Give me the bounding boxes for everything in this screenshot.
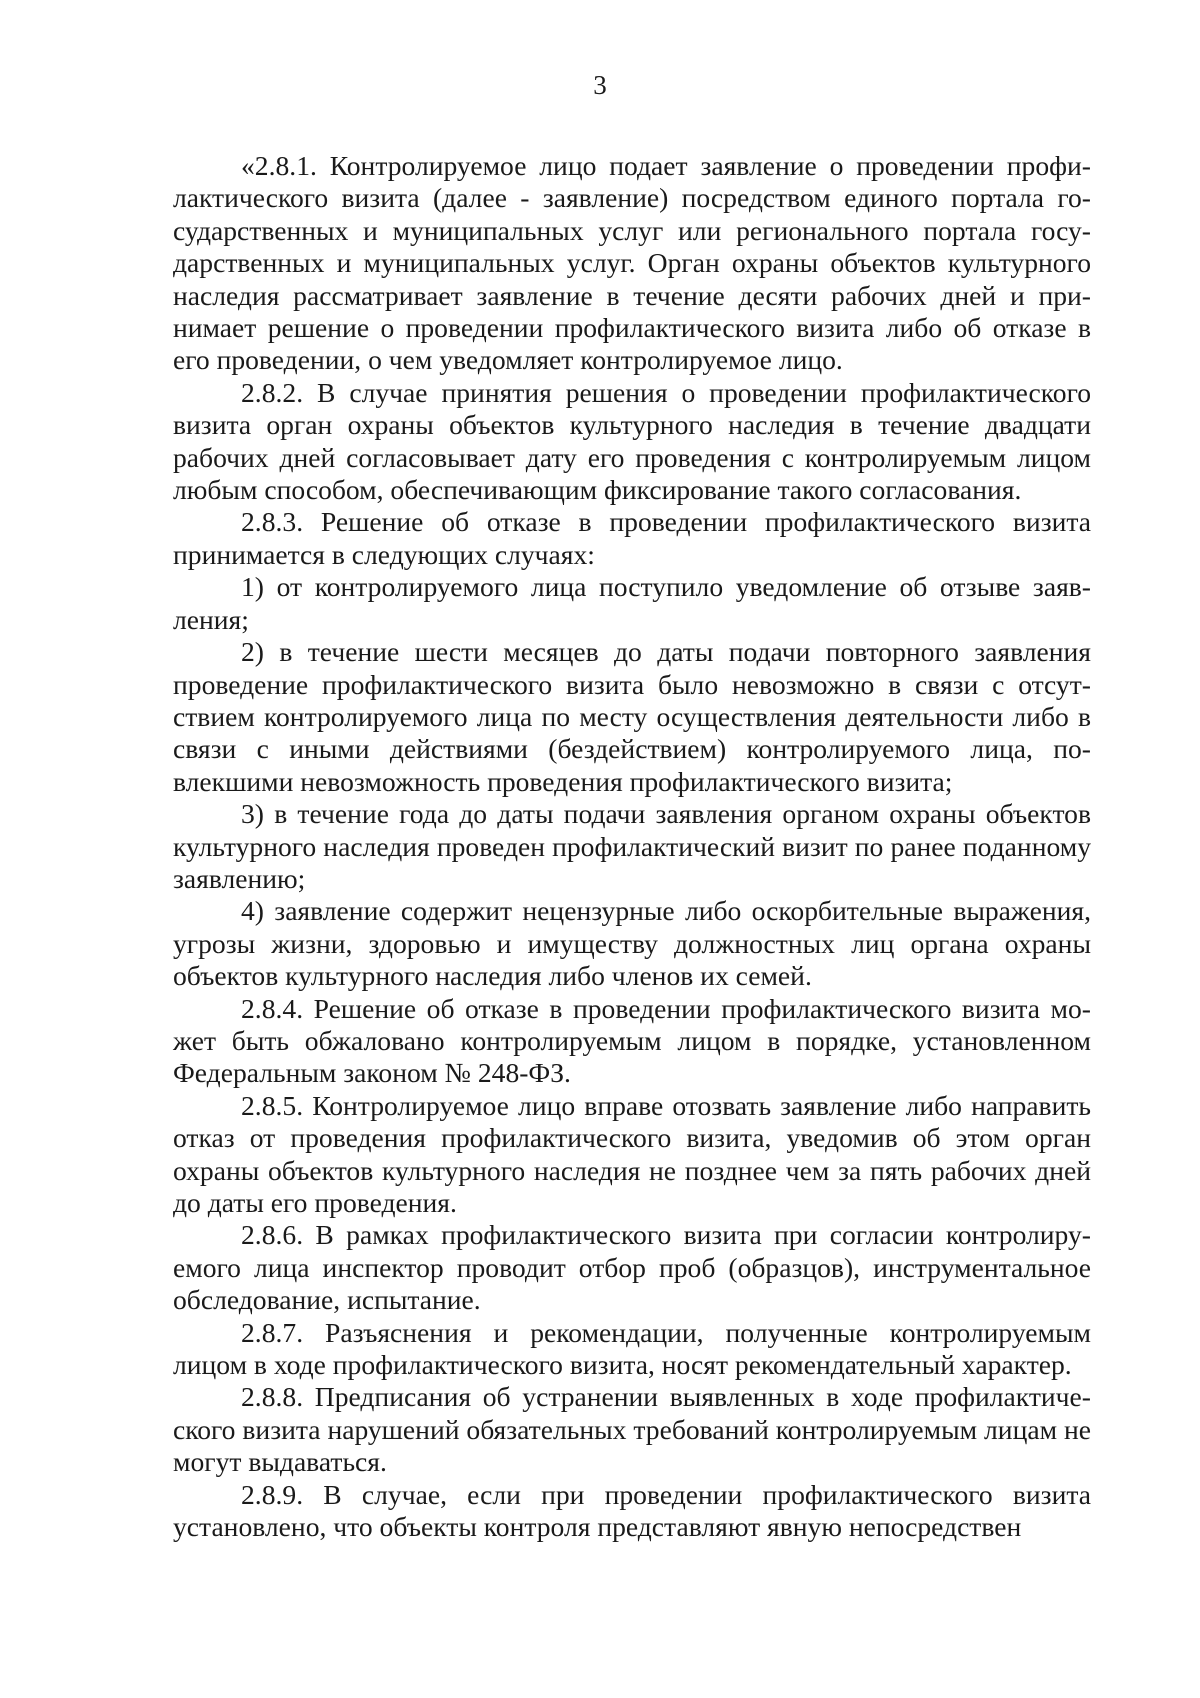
list-item-1: 1) от контролируемого лица поступило уведомление об отзыве заявления; xyxy=(173,571,1091,635)
paragraph-2-8-5: 2.8.5. Контролируемое лицо вправе отозвать заявление либо направить отказ от проведения профилактического визита, уведомив об этом орган охраны объектов культурного наследия не позднее чем за пять рабочих дней до даты его проведения. xyxy=(173,1089,1091,1218)
page-number: 3 xyxy=(593,70,607,100)
paragraph-2-8-6: 2.8.6. В рамках профилактического визита при согласии контролируемого лица инспектор проводит отбор проб (образцов), инструментальное обследование, испытание. xyxy=(173,1219,1091,1316)
list-item-4: 4) заявление содержит нецензурные либо оскорбительные выражения, угрозы жизни, здоровью и имуществу должностных лиц органа охраны объектов культурного наследия либо членов их семей. xyxy=(173,895,1091,992)
paragraph-2-8-4: 2.8.4. Решение об отказе в проведении профилактического визита может быть обжаловано контролируемым лицом в порядке, установленном Федеральным законом № 248-ФЗ. xyxy=(173,992,1091,1089)
paragraph-2-8-7: 2.8.7. Разъяснения и рекомендации, полученные контролируемым лицом в ходе профилактического визита, носят рекомендательный характер. xyxy=(173,1316,1091,1381)
list-item-2: 2) в течение шести месяцев до даты подачи повторного заявления проведение профилактического визита было невозможно в связи с отсутствием контролируемого лица по месту осуществления деятельности либо в связи с иными действиями (бездействием) контролируемого лица, повлекшими невозможность проведения профилактического визита; xyxy=(173,636,1091,797)
document-body xyxy=(173,150,1091,1543)
paragraph-2-8-9: 2.8.9. В случае, если при проведении профилактического визита установлено, что объекты контроля представляют явную непосредствен xyxy=(173,1478,1091,1543)
list-item-3: 3) в течение года до даты подачи заявления органом охраны объектов культурного наследия проведен профилактический визит по ранее поданному заявлению; xyxy=(173,798,1091,894)
paragraph-2-8-1: «2.8.1. Контролируемое лицо подает заявление о проведении профилактического визита (далее - заявление) посредством единого портала государственных и муниципальных услуг или регионального портала государственных и муниципальных услуг. Орган охраны объектов культурного наследия рассматривает заявление в течение десяти рабочих дней и принимает решение о проведении профилактического визита либо об отказе в его проведении, о чем уведомляет контролируемое лицо. xyxy=(173,150,1091,376)
paragraph-2-8-8: 2.8.8. Предписания об устранении выявленных в ходе профилактического визита нарушений обязательных требований контролируемым лицам не могут выдаваться. xyxy=(173,1381,1091,1478)
paragraph-2-8-3: 2.8.3. Решение об отказе в проведении профилактического визита принимается в следующих случаях: xyxy=(173,506,1091,570)
paragraph-2-8-2: 2.8.2. В случае принятия решения о проведении профилактического визита орган охраны объектов культурного наследия в течение двадцати рабочих дней согласовывает дату его проведения с контролируемым лицом любым способом, обеспечивающим фиксирование такого согласования. xyxy=(173,376,1091,506)
